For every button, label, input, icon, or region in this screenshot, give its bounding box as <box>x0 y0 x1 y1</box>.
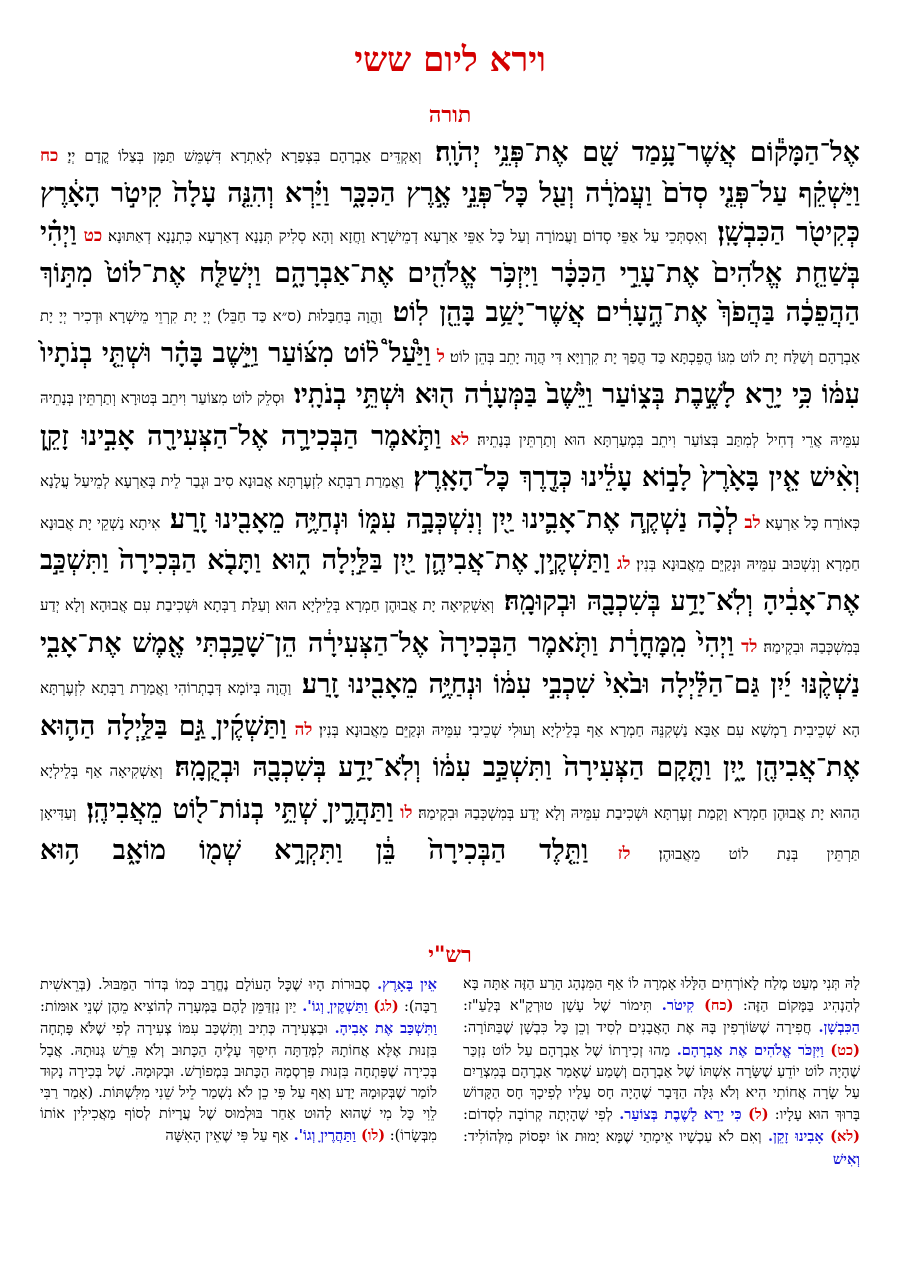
targum-text: וְאַקְדֵּים אַבְרָהָם בִּצְפַרָא לְאַתְרָא דִּשְׁמֵּשׁ תַּמָּן בְּצַלוֹ קֳדָם יְיָ׃ <box>58 147 422 165</box>
rashi-right-column <box>463 974 860 1171</box>
rashi-columns <box>40 974 860 1171</box>
targum-text: וְאַשְׁקִיאָה יָת אֲבוּהֶן חַמְרָא בְּלֵילְיָא הוּא וְעַלַּת רַבְּתָא וּשְׁכִיבַת עִם אֲבוּהָא וְלָא יְדַע בְּמִשְׁכְּבַהּ וּבִקְימַהּ׃ <box>40 596 861 656</box>
commentary-lemma: אָבִינוּ זָקֵן. <box>761 1128 824 1146</box>
commentary-lemma: הַכִּבְשָׁן. <box>811 1019 860 1037</box>
verse-reference: (ל) <box>741 1106 769 1124</box>
verse-text: וַתֹּ֧אמֶר הַבְּכִירָ֛ה אֶל־הַצְּעִירָ֖ה אָבִ֣ינוּ זָקֵ֑ן וְאִ֨ישׁ אֵ֤ין בָּאָ֙רֶץ֙ לָב֣וֹא עָלֵ֔ינוּ כְּדֶ֖רֶךְ כׇּל־הָאָֽרֶץ׃ <box>40 420 860 494</box>
commentary-text: יַיִן נִזְדַּמֵּן לָהֶם בַּמְּעָרָה לְהוֹצִיא מֵהֶן שְׁנֵי אוּמּוֹת: <box>40 999 297 1016</box>
commentary-lemma: וַתִּשְׁכַּב אֶת אָבִיהָ. <box>327 1020 437 1038</box>
targum-text: וַהֲוָה בְּיוֹמָא דְּבָתְרוֹהִי וַאֲמַרַת רַבְּתָא לִזְעֶרְתָּא הָא שְׁכֵיבִית רַמְשָׁא עִם אַבָּא נַשְׁקִנֵּהּ חַמְרָא אַף בְּלֵילְיָא וְעוּלִי שְׁכֵיבִי עִמֵּיהּ וּנְקַיֵּם מֵאֲבוּנָא בְּנִין׃ <box>40 679 860 739</box>
verse-reference: (כח) <box>694 997 734 1015</box>
verse-reference: (כט) <box>823 1041 860 1059</box>
commentary-text: וּבַצְּעִירָה כְּתִיב וַתִּשְׁכַּב עִמּוֹ צְעִירָה לְפִי שֶׁלֹּא פָּתְחָה בִּזְנוּת אֶלָּא אֲחוֹתָהּ לִמְּדַתָּה חִיסֵּךְ עָלֶיהָ הַכָּתוּב וְלֹא פֵּרֵשׁ גְּנוּתָהּ. אֲבָל בְּכִירָה שֶׁפָּתְחָה בִּזְנוּת פִּרְסְמָהּ הַכָּתוּב בִּמְפוֹרָשׁ. <box>40 1021 437 1080</box>
rashi-section <box>40 942 860 1171</box>
targum-text: וַאֲמַרַת רַבְּתָא לִזְעֶרְתָּא אֲבוּנָא סִיב וּגְבַר לֵית בְּאַרְעָא לְמֵיעַל עֲלָנָא כְּאוֹרַח כׇּל אַרְעָא׃ <box>40 472 860 532</box>
verse-text: וַיְהִ֗י בְּשַׁחֵ֤ת אֱלֹהִים֙ אֶת־עָרֵ֣י הַכִּכָּ֔ר וַיִּזְכֹּ֥ר אֱלֹהִ֖ים אֶת־אַבְרָהָ֑ם וַיְשַׁלַּ֤ח אֶת־לוֹט֙ מִתּ֣וֹךְ הַהֲפֵכָ֔ה בַּהֲפֹךְ֙ אֶת־הֶ֣עָרִ֔ים אֲשֶׁר־יָשַׁ֥ב בָּהֵ֖ן לֽוֹט׃ <box>40 216 860 328</box>
targum-text: וְאִסְתְּכֵי עַל אַפֵּי סְדוֹם וַעֲמוֹרָה וְעַל כׇּל אַפֵּי אַרְעָא דְמֵישְׁרָא וַחֲזָא וְהָא סְלִיק תְּנָנָא דְאַרְעָא כִּתְנָנָא דְאַתּוּנָא׃ <box>102 226 708 245</box>
page-title: וירא ליום ששי <box>354 40 546 80</box>
verse-text: וַתַּשְׁקֶ֜יןָ גַּ֣ם בַּלַּ֧יְלָה הַה֛וּא אֶת־אֲבִיהֶ֖ן יָ֑יִן וַתָּ֤קׇם הַצְּעִירָה֙ וַתִּשְׁכַּ֣ב עִמּ֔וֹ וְלֹֽא־יָדַ֥ע בְּשִׁכְבָ֖הּ וּבְקֻמָֽהּ׃ <box>40 710 860 784</box>
verse-reference: (לג) <box>367 998 399 1016</box>
verse-text: וַתַּהֲרֶ֛יןָ שְׁתֵּ֥י בְנוֹת־ל֖וֹט מֵאֲבִיהֶֽן׃ <box>76 793 394 825</box>
commentary-text: וְאִם לֹא עַכְשָׁיו אֵימָתַי שֶׁמָּא יָמוּת אוֹ יִפְסוֹק מִלְּהוֹלִיד: <box>463 1129 762 1146</box>
verse-number: לז <box>588 843 631 864</box>
verse-number: לה <box>286 719 313 740</box>
verse-number: לד <box>733 636 758 657</box>
verse-number: כט <box>76 225 103 246</box>
verse-text: וַיַּשְׁקֵ֗ף עַל־פְּנֵ֤י סְדֹם֙ וַעֲמֹרָ֔ה וְעַ֖ל כׇּל־פְּנֵ֣י אֶ֣רֶץ הַכִּכָּ֑ר וַיַּ֗רְא וְהִנֵּ֤ה עָלָה֙ קִיטֹ֣ר הָאָ֔רֶץ כְּקִיטֹ֖ר הַכִּבְשָֽׁן׃ <box>40 178 861 248</box>
verse-number: לב <box>738 512 761 533</box>
commentary-lemma: וַיִּזְכֹּר אֱלֹהִים אֶת אַבְרָהָם. <box>670 1041 824 1059</box>
page <box>40 30 860 873</box>
commentary-lemma: וְאִישׁ <box>832 1150 860 1168</box>
rashi-heading: רש"י <box>428 942 472 968</box>
commentary-text: מַהוּ זְכִירָתוֹ שֶׁל אַבְרָהָם עַל לוֹט נִזְכַּר שֶׁהָיָה לוֹט יוֹדֵעַ שֶׁשָּׂרָה אִשְׁתּוֹ שֶׁל אַבְרָהָם וְשָׁמַע שֶׁאָמַר אַבְרָהָם בְּמִצְרַיִם עַל שָׂרָה אֲחוֹתִי הִיא וְלֹא גִּלָּה הַדָּבָר שֶׁהָיָה חָס עָלָיו לְפִיכָךְ חָס הַקָּדוֹשׁ בָּרוּךְ הוּא עָלָיו: <box>463 1042 860 1124</box>
targum-text: וְעַדִּיאָן תַּרְתֵּין בְּנַת לוֹט מֵאֲבוּהֶן׃ <box>40 803 860 863</box>
targum-text: וּסְלֵק לוֹט מִצּוֹעַר וִיתֵב בְּטוּרָא וְתַרְתֵּין בְּנָתֵיהּ עִמֵּיהּ אֲרֵי דְחִיל לְמִתַּב בְּצוֹעַר וִיתֵב בִּמְעַרְתָּא הוּא וְתַרְתֵּין בְּנָתֵיהּ׃ <box>40 389 860 449</box>
verse-text: וַיַּ֩עַל֩ ל֨וֹט מִצּ֜וֹעַר וַיֵּ֣שֶׁב בָּהָ֗ר וּשְׁתֵּ֤י בְנֹתָיו֙ עִמּ֔וֹ כִּ֥י יָרֵ֖א לָשֶׁ֣בֶת בְּצ֑וֹעַר וַיֵּ֙שֶׁב֙ בַּמְּעָרָ֔ה ה֖וּא וּשְׁתֵּ֥י בְנֹתָֽיו׃ <box>40 338 861 411</box>
commentary-text: חֲפִירָה שֶׁשּׂוֹרְפִין בָּהּ אֶת הָאֲבָנִים לְסִיד וְכֵן כׇּל כִּבְשָׁן שֶׁבַּתּוֹרָה: <box>463 1020 812 1037</box>
commentary-lemma: וַתַּשְׁקֶיןָ וְגוֹ'. <box>296 998 368 1016</box>
verse-number: לג <box>609 554 631 575</box>
rashi-left-column <box>40 974 437 1171</box>
verse-text: וַתַּשְׁקֶ֧יןָ אֶת־אֲבִיהֶ֛ן יַ֖יִן בַּלַּ֣יְלָה ה֑וּא וַתָּבֹ֤א הַבְּכִירָה֙ וַתִּשְׁכַּ֣ב אֶת־אָבִ֔יהָ וְלֹֽא־יָדַ֥ע בְּשִׁכְבָ֖הּ וּבְקוּמָֽהּ׃ <box>40 545 860 618</box>
commentary-lemma: וַתַּהֲרֶיןָ וְגוֹ'. <box>288 1127 356 1145</box>
verse-text: לְכָ֨ה נַשְׁקֶ֧ה אֶת־אָבִ֛ינוּ יַ֖יִן וְנִשְׁכְּבָ֣ה עִמּ֑וֹ וּנְחַיֶּ֥ה מֵאָבִ֖ינוּ זָֽרַע׃ <box>160 503 739 535</box>
torah-heading: תורה <box>428 102 472 128</box>
commentary-text: אַף עַל פִּי שֶׁאֵין הָאִשָּׁה <box>165 1128 289 1145</box>
verse-text: וַיְהִי֙ מִֽמׇּחֳרָ֔ת וַתֹּ֤אמֶר הַבְּכִירָה֙ אֶל־הַצְּעִירָ֔ה הֵן־שָׁכַ֥בְתִּי אֶ֖מֶשׁ אֶת־אָבִ֑י נַשְׁקֶ֨נּוּ יַ֜יִן גַּם־הַלַּ֗יְלָה וּבֹ֙אִי֙ שִׁכְבִ֣י עִמּ֔וֹ וּנְחַיֶּ֥ה מֵאָבִ֖ינוּ זָֽרַע׃ <box>40 627 860 701</box>
torah-text <box>40 134 860 873</box>
targum-text: וְאַשְׁקִיאָה אַף בְּלֵילְיָא הַהוּא יָת אֲבוּהֶן חַמְרָא וְקָמַת זְעֶרְתָּא וּשְׁכִיבַת עִמֵּיהּ וְלָא יְדַע בְּמִשְׁכְּבַהּ וּבִקְימַהּ׃ <box>40 762 860 822</box>
commentary-text: וּבְקוּמָהּ. שֶׁל בְּכִירָה נָקוּד לוֹמַר שֶׁבְּקוּמָהּ יָדַע וְאַף עַל פִּי כֵן לֹא נִשְׁמַר לֵיל שֵׁנִי מִלִּשְׁתּוֹת. (אָמַר רַבִּי לֵוִי כׇּל מִי שֶׁהוּא לָהוּט אַחַר בּוּלְמוּס שֶׁל עֲרָיוֹת לְסוֹף מַאֲכִילִין אוֹתוֹ מִבְּשָׂרוֹ): <box>40 1063 437 1145</box>
verse-reference: (לא) <box>823 1128 860 1146</box>
commentary-lemma: כִּי יָרֵא לָשֶׁבֶת בְּצוֹעַר. <box>612 1106 742 1124</box>
verse-text: אֶל־הַמָּק֕וֹם אֲשֶׁר־עָ֥מַד שָׁ֖ם אֶת־פְּנֵ֥י יְהֹוָֽה׃ <box>421 137 860 168</box>
verse-number: כח <box>40 146 59 166</box>
commentary-text: סְבוּרוֹת הָיוּ שֶׁכׇּל הָעוֹלָם נֶחֱרַב כְּמוֹ בְּדוֹר הַמַּבּוּל. (בְּרֵאשִׁית רַבָּה): <box>40 977 438 1016</box>
commentary-text: לְפִי שֶׁהָיְתָה קְרוֹבָה לִסְדוֹם: <box>463 1107 613 1124</box>
verse-text: וַתֵּ֤לֶד הַבְּכִירָה֙ בֵּ֔ן וַתִּקְרָ֥א שְׁמ֖וֹ מוֹאָ֑ב ה֥וּא <box>40 834 589 866</box>
commentary-lemma: אֵין בָּאָרֶץ. <box>369 976 437 993</box>
verse-number: לא <box>441 429 470 450</box>
targum-text: וַהֲוָה בְּחַבָּלוּת (ס״א כַּד חַבֵּל) יְיָ יָת קִרְוֵי מֵישְׁרָא וּדְכִיר יְיָ יָת אַבְרָהָם וְשַׁלַּח יָת לוֹט מִגּוֹ הֲפֵכְתָּא כַּד הֲפַךְ יָת קִרְוַיָּא דִּי הֲוָה יָתֵב בְּהֵן לוֹט׃ <box>40 306 861 367</box>
verse-number: לו <box>393 802 413 823</box>
verse-reference: (לו) <box>355 1127 386 1145</box>
verse-number: ל <box>430 347 445 368</box>
commentary-lemma: קִיטֹר. <box>652 997 695 1015</box>
targum-text: אִיתָא נַשְׁקֵי יָת אֲבוּנָא חַמְרָא וְנִשְׁכּוּב עִמֵּיהּ וּנְקַיֵּם מֵאֲבוּנָא בְּנִין׃ <box>40 513 860 574</box>
commentary-text: תִּימוֹר שֶׁל עָשָׁן טוּרְקָ"א בְּלַעַ"ז: <box>463 998 652 1015</box>
commentary-text: לָהּ תְּנִי מְעַט מֶלַח לָאוֹרְחִים הַלָּלוּ אָמְרָה לוֹ אַף הַמִּנְהָג הָרַע הַזֶּה אַתָּה בָּא לְהַנְהִיג בַּמָּקוֹם הַזֶּה: <box>463 976 860 1015</box>
